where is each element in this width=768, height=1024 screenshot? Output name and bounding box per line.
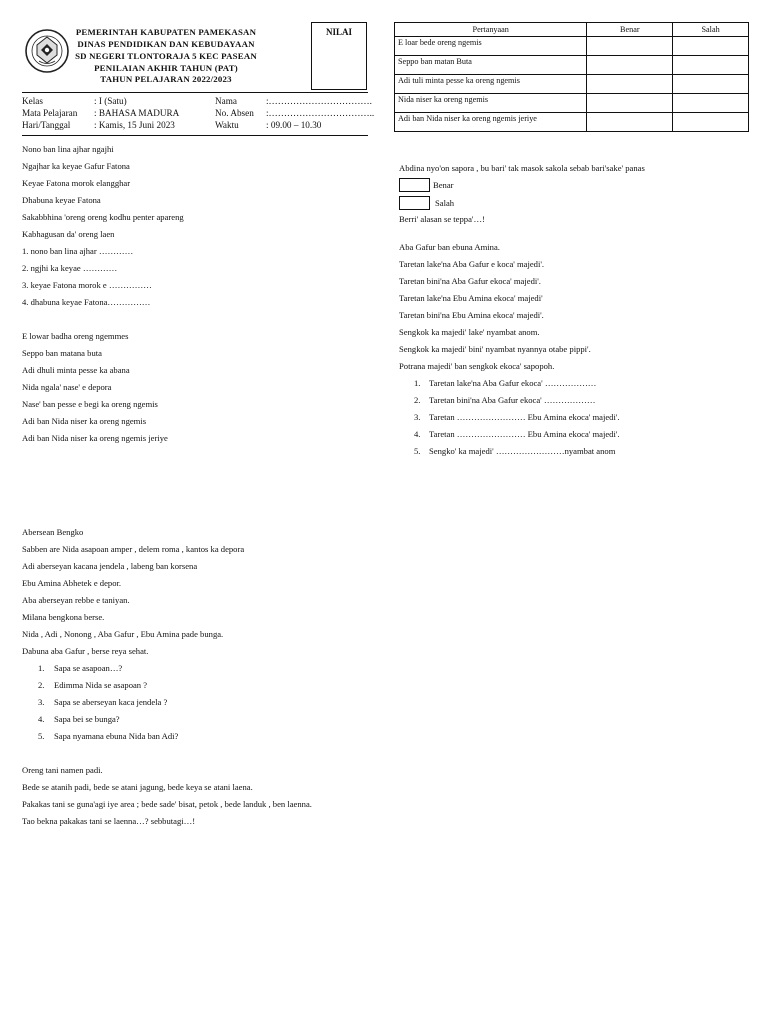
header-line-school: SD NEGERI TLONTORAJA 5 KEC PASEAN — [75, 51, 257, 61]
passage-line: Aba aberseyan rebbe e taniyan. — [22, 595, 130, 605]
passage-line: Taretan bini'na Aba Gafur ekoca' majedi'. — [399, 276, 541, 286]
passage-line: Ebu Amina Abhetek e depor. — [22, 578, 122, 588]
false-answer-cell[interactable] — [673, 94, 749, 113]
score-label: NILAI — [325, 27, 352, 37]
score-box[interactable] — [311, 22, 367, 90]
essay-question: Edimma Nida se asapoan ? — [54, 680, 148, 690]
passage-line: Dabuna aba Gafur , berse reya sehat. — [22, 646, 149, 656]
absen-field[interactable]: :…………………………….. — [266, 108, 375, 118]
question-number: 2. — [414, 395, 421, 405]
passage-line: Taretan bini'na Ebu Amina ekoca' majedi'. — [399, 310, 544, 320]
true-answer-cell[interactable] — [587, 37, 673, 56]
tanggal-label: Hari/Tanggal — [22, 120, 71, 130]
passage-line: Pakakas tani se guna'agi iye area ; bede sade' bisat, petok , bede landuk , ben laenna. — [22, 799, 312, 809]
passage-line: Sengkok ka majedi' lake' nyambat anom. — [399, 327, 540, 337]
fill-in-question[interactable]: 1. nono ban lina ajhar ………… — [22, 246, 134, 256]
table-row — [395, 113, 749, 132]
passage-line: Taretan lake'na Aba Gafur e koca' majedi'. — [399, 259, 545, 269]
passage-line: Bede se atanih padi, bede se atani jagung, bede keya se atani laena. — [22, 782, 253, 792]
passage-line: Nida ngala' nase' e depora — [22, 382, 112, 392]
header-divider-bottom — [22, 135, 368, 136]
passage-line: Sengkok ka majedi' bini' nyambat nyannya otabe pippi'. — [399, 344, 591, 354]
question-number: 1. — [414, 378, 421, 388]
true-answer-cell[interactable] — [587, 56, 673, 75]
passage-line: Nida , Adi , Nonong , Aba Gafur , Ebu Amina pade bunga. — [22, 629, 224, 639]
fill-in-question[interactable]: 3. keyae Fatona morok e …………… — [22, 280, 152, 290]
table-row — [395, 94, 749, 113]
false-answer-cell[interactable] — [673, 56, 749, 75]
essay-question: Sapa bei se bunga? — [54, 714, 120, 724]
passage-line: Adi ban Nida niser ka oreng ngemis jeriye — [22, 433, 168, 443]
passage-line: Potrana majedi' ban sengkok ekoca' sapopoh. — [399, 361, 555, 371]
passage-title: Abersean Bengko — [22, 527, 84, 537]
fill-in-question[interactable]: Sengko' ka majedi' ……………………nyambat anom — [429, 446, 616, 456]
fill-in-question[interactable]: Taretan …………………… Ebu Amina ekoca' majedi'. — [429, 429, 620, 439]
question-number: 2. — [38, 680, 45, 690]
benar-checkbox[interactable] — [399, 178, 430, 192]
true-false-statement: Abdina nyo'on sapora , bu bari' tak masok sakola sebab bari'sake' panas — [399, 163, 645, 173]
false-answer-cell[interactable] — [673, 37, 749, 56]
column-header-false: Salah — [673, 23, 749, 37]
statement-cell: Adi ban Nida niser ka oreng ngemis jeriye — [395, 113, 587, 132]
reason-prompt: Berri' alasan se teppa'…! — [399, 214, 485, 224]
passage-question: Tao bekna pakakas tani se laenna…? sebbutagi…! — [22, 816, 196, 826]
false-answer-cell[interactable] — [673, 75, 749, 94]
passage-line: E lowar badha oreng ngemmes — [22, 331, 129, 341]
passage-line: Adi aberseyan kacana jendela , labeng ban korsena — [22, 561, 198, 571]
passage-line: Ngajhar ka keyae Gafur Fatona — [22, 161, 130, 171]
question-number: 4. — [414, 429, 421, 439]
header-line-year: TAHUN PELAJARAN 2022/2023 — [100, 74, 232, 84]
column-header-true: Benar — [587, 23, 673, 37]
salah-option-label: Salah — [435, 198, 455, 208]
column-header-question: Pertanyaan — [395, 23, 587, 37]
passage-line: Adi dhuli minta pesse ka abana — [22, 365, 130, 375]
fill-in-question[interactable]: Taretan bini'na Aba Gafur ekoca' ……………… — [429, 395, 596, 405]
passage-title: Oreng tani namen padi. — [22, 765, 103, 775]
nama-label: Nama — [215, 96, 237, 106]
statement-cell: Nida niser ka oreng ngemis — [395, 94, 587, 113]
passage-line: Milana bengkona berse. — [22, 612, 105, 622]
passage-line: Nase' ban pesse e begi ka oreng ngemis — [22, 399, 158, 409]
question-number: 3. — [414, 412, 421, 422]
true-answer-cell[interactable] — [587, 94, 673, 113]
statement-cell: E loar bede oreng ngemis — [395, 37, 587, 56]
question-number: 1. — [38, 663, 45, 673]
fill-in-question[interactable]: Taretan lake'na Aba Gafur ekoca' ……………… — [429, 378, 597, 388]
passage-line: Adi ban Nida niser ka oreng ngemis — [22, 416, 147, 426]
kelas-label: Kelas — [22, 96, 43, 106]
passage-line: Sabben are Nida asapoan amper , delem roma , kantos ka depora — [22, 544, 245, 554]
table-row — [395, 37, 749, 56]
school-emblem-icon — [24, 28, 70, 74]
salah-checkbox[interactable] — [399, 196, 430, 210]
table-header-row — [395, 23, 749, 37]
passage-line: Sakabbhina 'oreng oreng kodhu penter apareng — [22, 212, 184, 222]
mapel-label: Mata Pelajaran — [22, 108, 78, 118]
waktu-value: : 09.00 – 10.30 — [266, 120, 322, 130]
table-row — [395, 75, 749, 94]
absen-label: No. Absen — [215, 108, 254, 118]
fill-in-question[interactable]: 4. dhabuna keyae Fatona…………… — [22, 297, 151, 307]
passage-line: Aba Gafur ban ebuna Amina. — [399, 242, 500, 252]
question-number: 5. — [414, 446, 421, 456]
true-false-table — [394, 22, 749, 132]
statement-cell: Seppo ban matan Buta — [395, 56, 587, 75]
passage-line: Keyae Fatona morok elangghar — [22, 178, 131, 188]
essay-question: Sapa se aberseyan kaca jendela ? — [54, 697, 168, 707]
question-number: 3. — [38, 697, 45, 707]
false-answer-cell[interactable] — [673, 113, 749, 132]
waktu-label: Waktu — [215, 120, 239, 130]
header-line-exam: PENILAIAN AKHIR TAHUN (PAT) — [94, 63, 238, 73]
passage-line: Seppo ban matana buta — [22, 348, 102, 358]
passage-line: Dhabuna keyae Fatona — [22, 195, 101, 205]
nama-field[interactable]: :……………………………. — [266, 96, 372, 106]
question-number: 5. — [38, 731, 45, 741]
table-row — [395, 56, 749, 75]
true-answer-cell[interactable] — [587, 75, 673, 94]
benar-option-label: Benar — [433, 180, 454, 190]
statement-cell: Adi tuli minta pesse ka oreng ngemis — [395, 75, 587, 94]
essay-question: Sapa se asapoan…? — [54, 663, 123, 673]
fill-in-question[interactable]: Taretan …………………… Ebu Amina ekoca' majedi'. — [429, 412, 620, 422]
passage-line: Kabhagusan da' oreng laen — [22, 229, 115, 239]
passage-line: Taretan lake'na Ebu Amina ekoca' majedi' — [399, 293, 543, 303]
header-line-department: DINAS PENDIDIKAN DAN KEBUDAYAAN — [77, 39, 255, 49]
true-answer-cell[interactable] — [587, 113, 673, 132]
passage-line: Nono ban lina ajhar ngajhi — [22, 144, 114, 154]
header-line-government: PEMERINTAH KABUPATEN PAMEKASAN — [75, 27, 257, 37]
question-number: 4. — [38, 714, 45, 724]
mapel-value: : BAHASA MADURA — [94, 108, 180, 118]
essay-question: Sapa nyamana ebuna Nida ban Adi? — [54, 731, 179, 741]
fill-in-question[interactable]: 2. ngjhi ka keyae ………… — [22, 263, 118, 273]
tanggal-value: : Kamis, 15 Juni 2023 — [94, 120, 175, 130]
header-divider-top — [22, 92, 368, 93]
kelas-value: : I (Satu) — [94, 96, 127, 106]
